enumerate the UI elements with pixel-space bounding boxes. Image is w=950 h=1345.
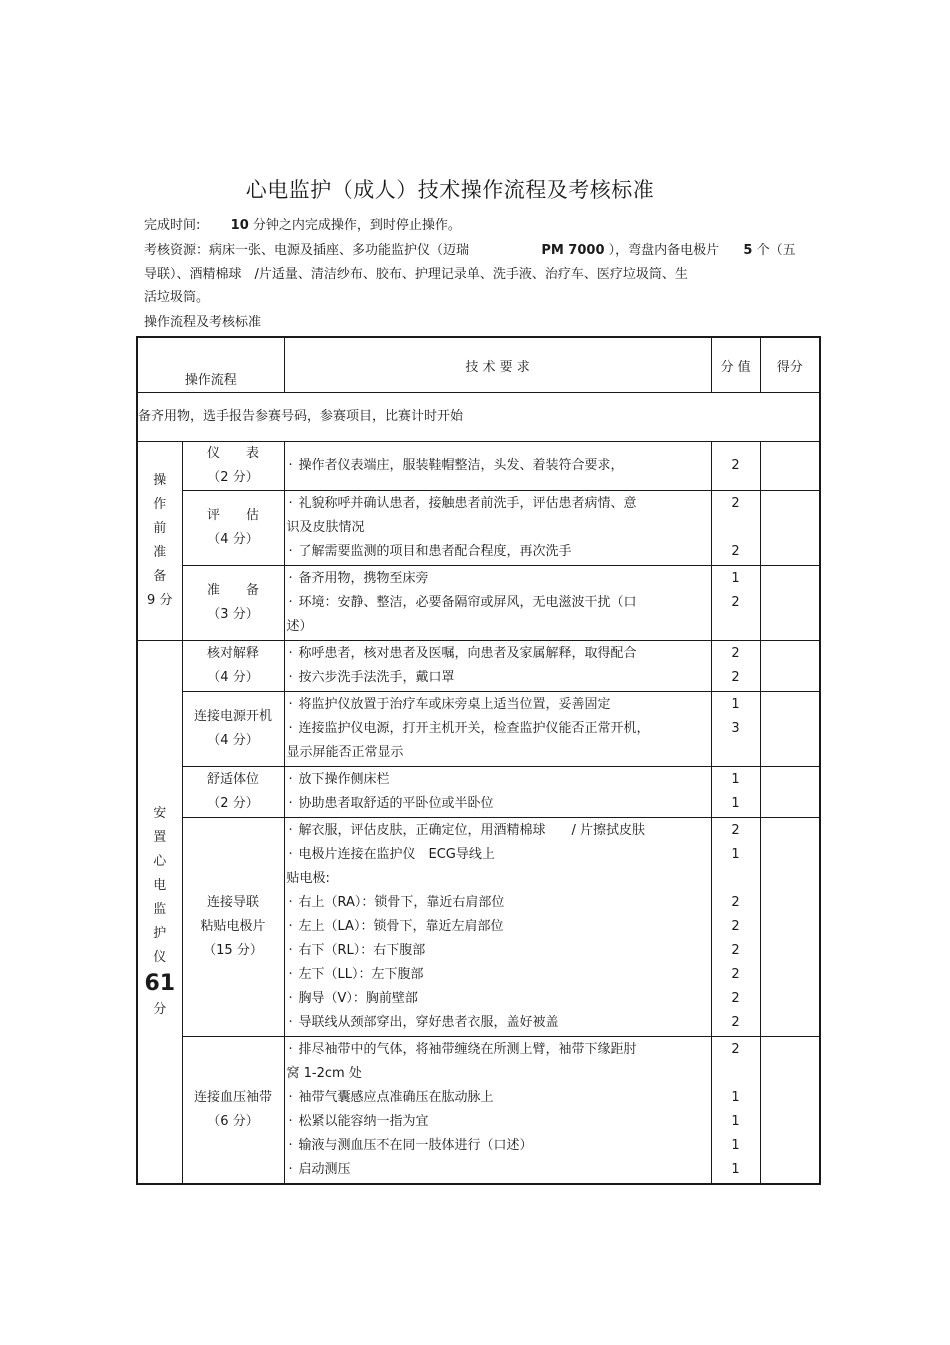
table-row: [137, 442, 820, 491]
header-got: 得分: [760, 337, 820, 393]
group-score: （2 分）: [207, 470, 259, 485]
time-line: [144, 217, 461, 235]
got-cell: [760, 491, 820, 566]
group-name: 核对解释: [207, 646, 260, 661]
bullet-icon: ·: [288, 697, 293, 712]
requirement-line: [285, 717, 711, 741]
group-name-cell: [182, 818, 284, 1037]
resource-text-1: 病床一张、电源及插座、多功能监护仪（迈瑞: [209, 243, 470, 258]
score-value: 1: [731, 1090, 740, 1105]
bullet-icon: ·: [288, 458, 293, 473]
header-score: 分 值: [711, 337, 760, 393]
section-name-char: 备: [153, 569, 167, 584]
requirement-cell: [284, 566, 711, 641]
value-cell: [711, 818, 760, 1037]
score-value: [712, 516, 760, 540]
requirement-text: 将监护仪放置于治疗车或床旁桌上适当位置，妥善固定: [298, 697, 611, 712]
section-name-char: 前: [153, 521, 167, 536]
requirement-text: 袖带气囊感应点准确压在肱动脉上: [298, 1090, 494, 1105]
requirement-line: [285, 867, 711, 891]
bullet-icon: ·: [288, 646, 293, 661]
value-cell: [711, 641, 760, 692]
requirement-cell: [284, 818, 711, 1037]
resource-text-3: 个（五: [756, 243, 796, 258]
requirement-line: [285, 454, 711, 478]
time-text: 分钟之内完成操作，到时停止操作。: [252, 218, 461, 233]
score-value: 2: [731, 544, 740, 559]
requirement-line: [285, 1158, 711, 1182]
requirement-text: 右下（RL）：右下腹部: [298, 943, 426, 958]
resource-line-1: [144, 242, 796, 260]
score-value: 1: [731, 772, 740, 787]
score-value: 3: [731, 721, 740, 736]
group-name-cell: [182, 767, 284, 818]
score-value: 2: [731, 919, 740, 934]
table-row: [137, 491, 820, 566]
requirement-line: [285, 693, 711, 717]
score-value: 2: [731, 1015, 740, 1030]
group-name-cell: [182, 692, 284, 767]
requirement-cell: [284, 641, 711, 692]
group-name: 连接电源开机: [194, 709, 273, 724]
group-name-cell: [182, 491, 284, 566]
header-row: [137, 337, 820, 393]
score-value: 1: [731, 847, 740, 862]
section-name-char: 作: [153, 497, 167, 512]
section-name-cell: [137, 641, 182, 1185]
group-name-cell: [182, 641, 284, 692]
requirement-cell: [284, 692, 711, 767]
section-name-char: 操: [153, 473, 167, 488]
value-cell: [711, 442, 760, 491]
got-cell: [760, 1037, 820, 1185]
section-name-char: 电: [153, 878, 167, 893]
section-name-char: 置: [153, 830, 167, 845]
requirement-line: [285, 540, 711, 564]
requirement-line: [285, 939, 711, 963]
assessment-table: [136, 336, 821, 1185]
value-cell: [711, 1037, 760, 1185]
section-name-char: 准: [153, 545, 167, 560]
requirement-line: [285, 1086, 711, 1110]
header-requirement: 技 术 要 求: [284, 337, 711, 393]
group-name: 连接导联: [207, 895, 260, 910]
section-score: 9 分: [147, 593, 173, 608]
bullet-icon: ·: [288, 670, 293, 685]
requirement-line: [285, 792, 711, 816]
requirement-text: 输液与测血压不在同一肢体进行（口述）: [298, 1138, 533, 1153]
page-title: 心电监护（成人）技术操作流程及考核标准: [245, 178, 655, 202]
group-name: 连接血压袖带: [194, 1090, 273, 1105]
bullet-icon: ·: [288, 943, 293, 958]
requirement-line: [285, 741, 711, 765]
requirement-text: 了解需要监测的项目和患者配合程度，再次洗手: [298, 544, 572, 559]
got-cell: [760, 442, 820, 491]
resource-count: 5: [743, 243, 753, 258]
requirement-text: 窝 1-2cm 处: [286, 1066, 362, 1081]
group-name: 准 备: [207, 583, 260, 598]
requirement-text: 左下（LL）：左下腹部: [298, 967, 424, 982]
score-value: 2: [731, 458, 740, 473]
group-name-cell: [182, 442, 284, 491]
bullet-icon: ·: [288, 796, 293, 811]
score-value: [712, 867, 760, 891]
requirement-text: 电极片连接在监护仪 ECG导线上: [298, 847, 495, 862]
bullet-icon: ·: [288, 847, 293, 862]
time-value: 10: [230, 218, 249, 233]
group-name-2: 粘贴电极片: [200, 919, 266, 934]
requirement-line: [285, 492, 711, 516]
group-name-cell: [182, 566, 284, 641]
got-cell: [760, 818, 820, 1037]
bullet-icon: ·: [288, 823, 293, 838]
table-row: [137, 818, 820, 1037]
table-row: [137, 641, 820, 692]
bullet-icon: ·: [288, 544, 293, 559]
requirement-text: 排尽袖带中的气体，将袖带缠绕在所测上臂，袖带下缘距肘: [298, 1042, 637, 1057]
value-cell: [711, 692, 760, 767]
score-value: 1: [731, 1162, 740, 1177]
requirement-line: [285, 963, 711, 987]
requirement-line: [285, 1062, 711, 1086]
score-value: 1: [731, 1114, 740, 1129]
requirement-text: 胸导（V）：胸前壁部: [298, 991, 418, 1006]
bullet-icon: ·: [288, 721, 293, 736]
requirement-text: 右上（RA）：锁骨下，靠近右肩部位: [298, 895, 505, 910]
requirement-line: [285, 591, 711, 615]
resource-model: PM 7000: [541, 243, 605, 258]
score-value: [712, 741, 760, 765]
score-value: 2: [731, 1042, 740, 1057]
requirement-line: [285, 1110, 711, 1134]
got-cell: [760, 692, 820, 767]
requirement-line: [285, 642, 711, 666]
bullet-icon: ·: [288, 1114, 293, 1129]
bullet-icon: ·: [288, 1138, 293, 1153]
requirement-line: [285, 615, 711, 639]
requirement-line: [285, 567, 711, 591]
requirement-text: 称呼患者，核对患者及医嘱，向患者及家属解释，取得配合: [298, 646, 637, 661]
value-cell: [711, 491, 760, 566]
requirement-text: 松紧以能容纳一指为宜: [298, 1114, 429, 1129]
group-score: （4 分）: [207, 532, 259, 547]
header-flow: 操作流程: [137, 337, 284, 393]
requirement-cell: [284, 1037, 711, 1185]
section-score-unit: 分: [153, 1002, 167, 1017]
score-value: 2: [731, 823, 740, 838]
requirement-text: 解衣服，评估皮肤，正确定位，用酒精棉球 / 片擦拭皮肤: [298, 823, 646, 838]
section-name-char: 安: [153, 806, 167, 821]
score-value: 2: [731, 595, 740, 610]
score-value: 2: [731, 646, 740, 661]
requirement-text: 启动测压: [298, 1162, 351, 1177]
requirement-text: 放下操作侧床栏: [298, 772, 390, 787]
bullet-icon: ·: [288, 1015, 293, 1030]
group-score: （6 分）: [207, 1114, 259, 1129]
requirement-line: [285, 843, 711, 867]
bullet-icon: ·: [288, 991, 293, 1006]
got-cell: [760, 767, 820, 818]
score-value: 1: [731, 697, 740, 712]
bullet-icon: ·: [288, 895, 293, 910]
requirement-line: [285, 768, 711, 792]
group-name: 仪 表: [207, 446, 260, 461]
score-value: 2: [731, 895, 740, 910]
resource-line-2: 导联）、酒精棉球 /片适量、清洁纱布、胶布、护理记录单、洗手液、治疗车、医疗垃圾筒、生: [144, 267, 688, 282]
intro-text: 备齐用物，选手报告参赛号码，参赛项目，比赛计时开始: [137, 393, 820, 442]
group-score: （4 分）: [207, 670, 259, 685]
resource-label: 考核资源：: [144, 243, 210, 258]
score-value: 2: [731, 943, 740, 958]
resource-text-2: ），弯盘内备电极片: [608, 243, 720, 258]
group-name-cell: [182, 1037, 284, 1185]
section-name-char: 心: [153, 854, 167, 869]
section-score-number: 61: [144, 971, 176, 996]
intro-row: [137, 393, 820, 442]
bullet-icon: ·: [288, 571, 293, 586]
group-score: （3 分）: [207, 607, 259, 622]
requirement-line: [285, 516, 711, 540]
got-cell: [760, 566, 820, 641]
bullet-icon: ·: [288, 1090, 293, 1105]
score-value: 2: [731, 670, 740, 685]
score-value: 1: [731, 1138, 740, 1153]
requirement-text: 述）: [286, 619, 313, 634]
score-value: 2: [731, 991, 740, 1006]
group-score: （2 分）: [207, 796, 259, 811]
value-cell: [711, 566, 760, 641]
requirement-text: 识及皮肤情况: [286, 520, 365, 535]
table-row: [137, 1037, 820, 1185]
requirement-text: 导联线从颈部穿出，穿好患者衣服，盖好被盖: [298, 1015, 559, 1030]
section-name-char: 监: [153, 902, 167, 917]
bullet-icon: ·: [288, 496, 293, 511]
group-score: （15 分）: [203, 943, 263, 958]
table-row: [137, 566, 820, 641]
section-name-char: 仪: [153, 950, 167, 965]
requirement-text: 环境：安静、整洁，必要备隔帘或屏风，无电滋波干扰（口: [298, 595, 637, 610]
sections-body: [137, 442, 820, 1185]
table-row: [137, 692, 820, 767]
score-value: 1: [731, 571, 740, 586]
requirement-line: [285, 1134, 711, 1158]
requirement-line: [285, 1038, 711, 1062]
bullet-icon: ·: [288, 967, 293, 982]
requirement-text: 贴电极:: [286, 871, 330, 886]
requirement-cell: [284, 491, 711, 566]
group-name: 评 估: [207, 508, 260, 523]
score-value: 2: [731, 496, 740, 511]
score-value: 2: [731, 967, 740, 982]
bullet-icon: ·: [288, 1162, 293, 1177]
requirement-text: 礼貌称呼并确认患者，接触患者前洗手，评估患者病情、意: [298, 496, 637, 511]
requirement-text: 按六步洗手法洗手，戴口罩: [298, 670, 455, 685]
group-name: 舒适体位: [207, 772, 260, 787]
bullet-icon: ·: [288, 772, 293, 787]
requirement-text: 显示屏能否正常显示: [286, 745, 404, 760]
table-row: [137, 767, 820, 818]
requirement-line: [285, 819, 711, 843]
requirement-cell: [284, 767, 711, 818]
section-name-char: 护: [153, 926, 167, 941]
time-label: 完成时间:: [144, 218, 201, 233]
requirement-line: [285, 1011, 711, 1035]
bullet-icon: ·: [288, 1042, 293, 1057]
resource-line-3: 活垃圾筒。: [144, 290, 210, 305]
value-cell: [711, 767, 760, 818]
got-cell: [760, 641, 820, 692]
requirement-line: [285, 891, 711, 915]
requirement-line: [285, 666, 711, 690]
group-score: （4 分）: [207, 733, 259, 748]
score-value: 1: [731, 796, 740, 811]
score-value: [712, 1062, 760, 1086]
requirement-cell: [284, 442, 711, 491]
section-name-cell: [137, 442, 182, 641]
requirement-text: 操作者仪表端庄，服装鞋帽整洁，头发、着装符合要求，: [298, 458, 624, 473]
requirement-text: 连接监护仪电源，打开主机开关，检查监护仪能否正常开机，: [298, 721, 650, 736]
requirement-text: 左上（LA）：锁骨下，靠近左肩部位: [298, 919, 504, 934]
requirement-line: [285, 915, 711, 939]
requirement-text: 协助患者取舒适的平卧位或半卧位: [298, 796, 494, 811]
score-value: [712, 615, 760, 639]
table-caption: 操作流程及考核标准: [144, 315, 262, 330]
requirement-line: [285, 987, 711, 1011]
bullet-icon: ·: [288, 595, 293, 610]
bullet-icon: ·: [288, 919, 293, 934]
requirement-text: 备齐用物，携物至床旁: [298, 571, 429, 586]
